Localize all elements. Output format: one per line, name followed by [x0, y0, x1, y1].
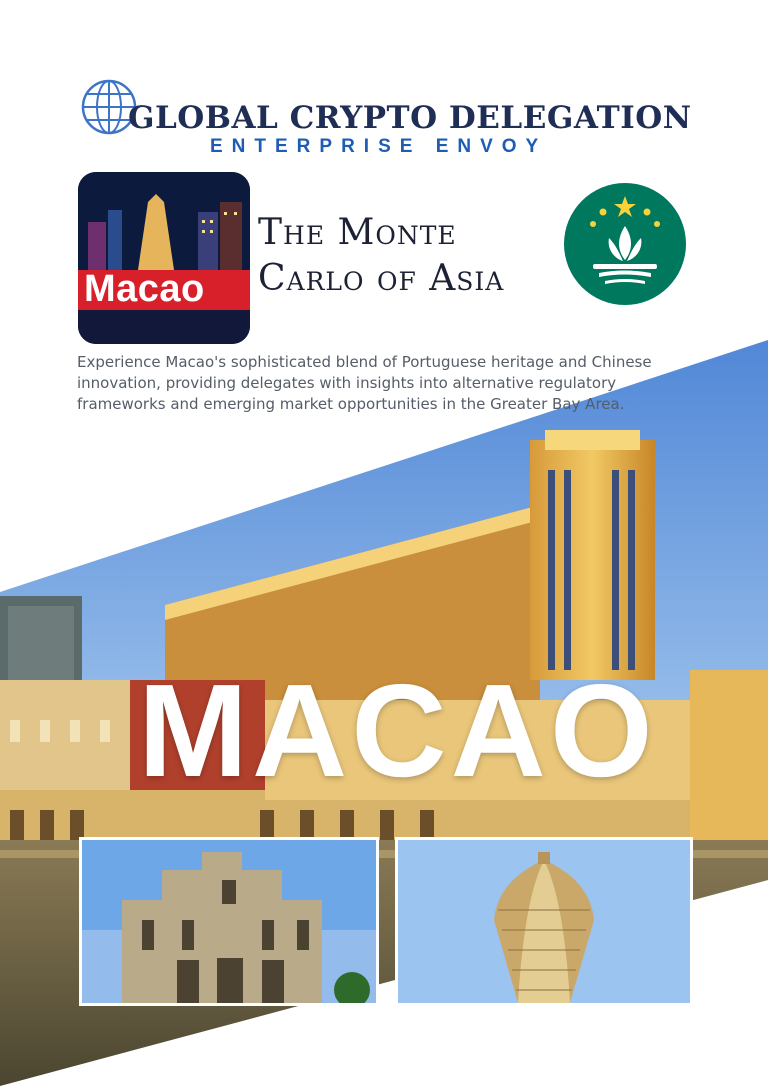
description-paragraph: Experience Macao's sophisticated blend of Portuguese heritage and Chinese innovation, providing delegates with insights into alternative regulatory frameworks and emerging market opportunities in the Greater Bay Area.: [77, 353, 652, 413]
tagline-line-2: Carlo of Asia: [258, 258, 505, 299]
hero-title: MACAO: [138, 657, 657, 804]
tagline: [258, 210, 588, 302]
ruins-of-st-pauls-photo: [79, 837, 379, 1006]
brand-title: GLOBAL CRYPTO DELEGATION: [128, 100, 692, 136]
tagline-line-1: The Monte: [258, 212, 457, 253]
brand-subtitle: ENTERPRISE ENVOY: [210, 136, 548, 157]
thumbnail-label: Macao: [84, 268, 205, 310]
macao-flag-icon: [563, 182, 687, 306]
thumbnail-footer: [78, 310, 250, 344]
night-skyline-image: [78, 172, 250, 270]
grand-lisboa-tower-photo: [395, 837, 693, 1006]
macao-night-thumbnail: [78, 172, 250, 344]
